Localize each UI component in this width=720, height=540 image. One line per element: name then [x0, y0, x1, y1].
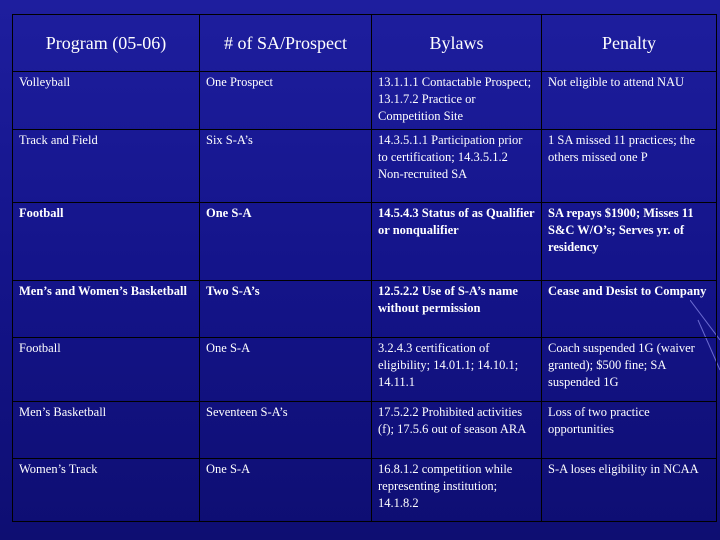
cell-count: One S-A [200, 203, 372, 281]
cell-bylaws: 13.1.1.1 Contactable Prospect; 13.1.7.2 Practice or Competition Site [372, 72, 542, 130]
cell-program: Women’s Track [13, 459, 200, 522]
cell-program: Volleyball [13, 72, 200, 130]
table-row [13, 72, 717, 130]
cell-bylaws: 17.5.2.2 Prohibited activities (f); 17.5.6 out of season ARA [372, 402, 542, 459]
cell-penalty: Cease and Desist to Company [542, 281, 717, 338]
cell-count: Six S-A’s [200, 130, 372, 203]
cell-program: Men’s and Women’s Basketball [13, 281, 200, 338]
cell-program: Track and Field [13, 130, 200, 203]
header-penalty: Penalty [542, 15, 717, 72]
cell-count: One Prospect [200, 72, 372, 130]
cell-penalty: 1 SA missed 11 practices; the others missed one P [542, 130, 717, 203]
cell-bylaws: 16.8.1.2 competition while representing institution; 14.1.8.2 [372, 459, 542, 522]
cell-penalty: SA repays $1900; Misses 11 S&C W/O’s; Serves yr. of residency [542, 203, 717, 281]
cell-penalty: Coach suspended 1G (waiver granted); $500 fine; SA suspended 1G [542, 338, 717, 402]
cell-penalty: Loss of two practice opportunities [542, 402, 717, 459]
cell-bylaws: 14.5.4.3 Status of as Qualifier or nonqualifier [372, 203, 542, 281]
cell-program: Football [13, 203, 200, 281]
cell-count: Two S-A’s [200, 281, 372, 338]
cell-program: Football [13, 338, 200, 402]
cell-penalty: S-A loses eligibility in NCAA [542, 459, 717, 522]
table-row [13, 402, 717, 459]
table-row [13, 338, 717, 402]
table-row [13, 130, 717, 203]
cell-count: One S-A [200, 459, 372, 522]
header-count: # of SA/Prospect [200, 15, 372, 72]
cell-penalty: Not eligible to attend NAU [542, 72, 717, 130]
violations-table [12, 14, 717, 522]
cell-program: Men’s Basketball [13, 402, 200, 459]
header-program: Program (05-06) [13, 15, 200, 72]
cell-bylaws: 12.5.2.2 Use of S-A’s name without permission [372, 281, 542, 338]
header-bylaws: Bylaws [372, 15, 542, 72]
cell-bylaws: 14.3.5.1.1 Participation prior to certification; 14.3.5.1.2 Non-recruited SA [372, 130, 542, 203]
table-row [13, 281, 717, 338]
cell-bylaws: 3.2.4.3 certification of eligibility; 14.01.1; 14.10.1; 14.11.1 [372, 338, 542, 402]
header-row [13, 15, 717, 72]
cell-count: Seventeen S-A’s [200, 402, 372, 459]
table-row [13, 459, 717, 522]
table-row [13, 203, 717, 281]
cell-count: One S-A [200, 338, 372, 402]
